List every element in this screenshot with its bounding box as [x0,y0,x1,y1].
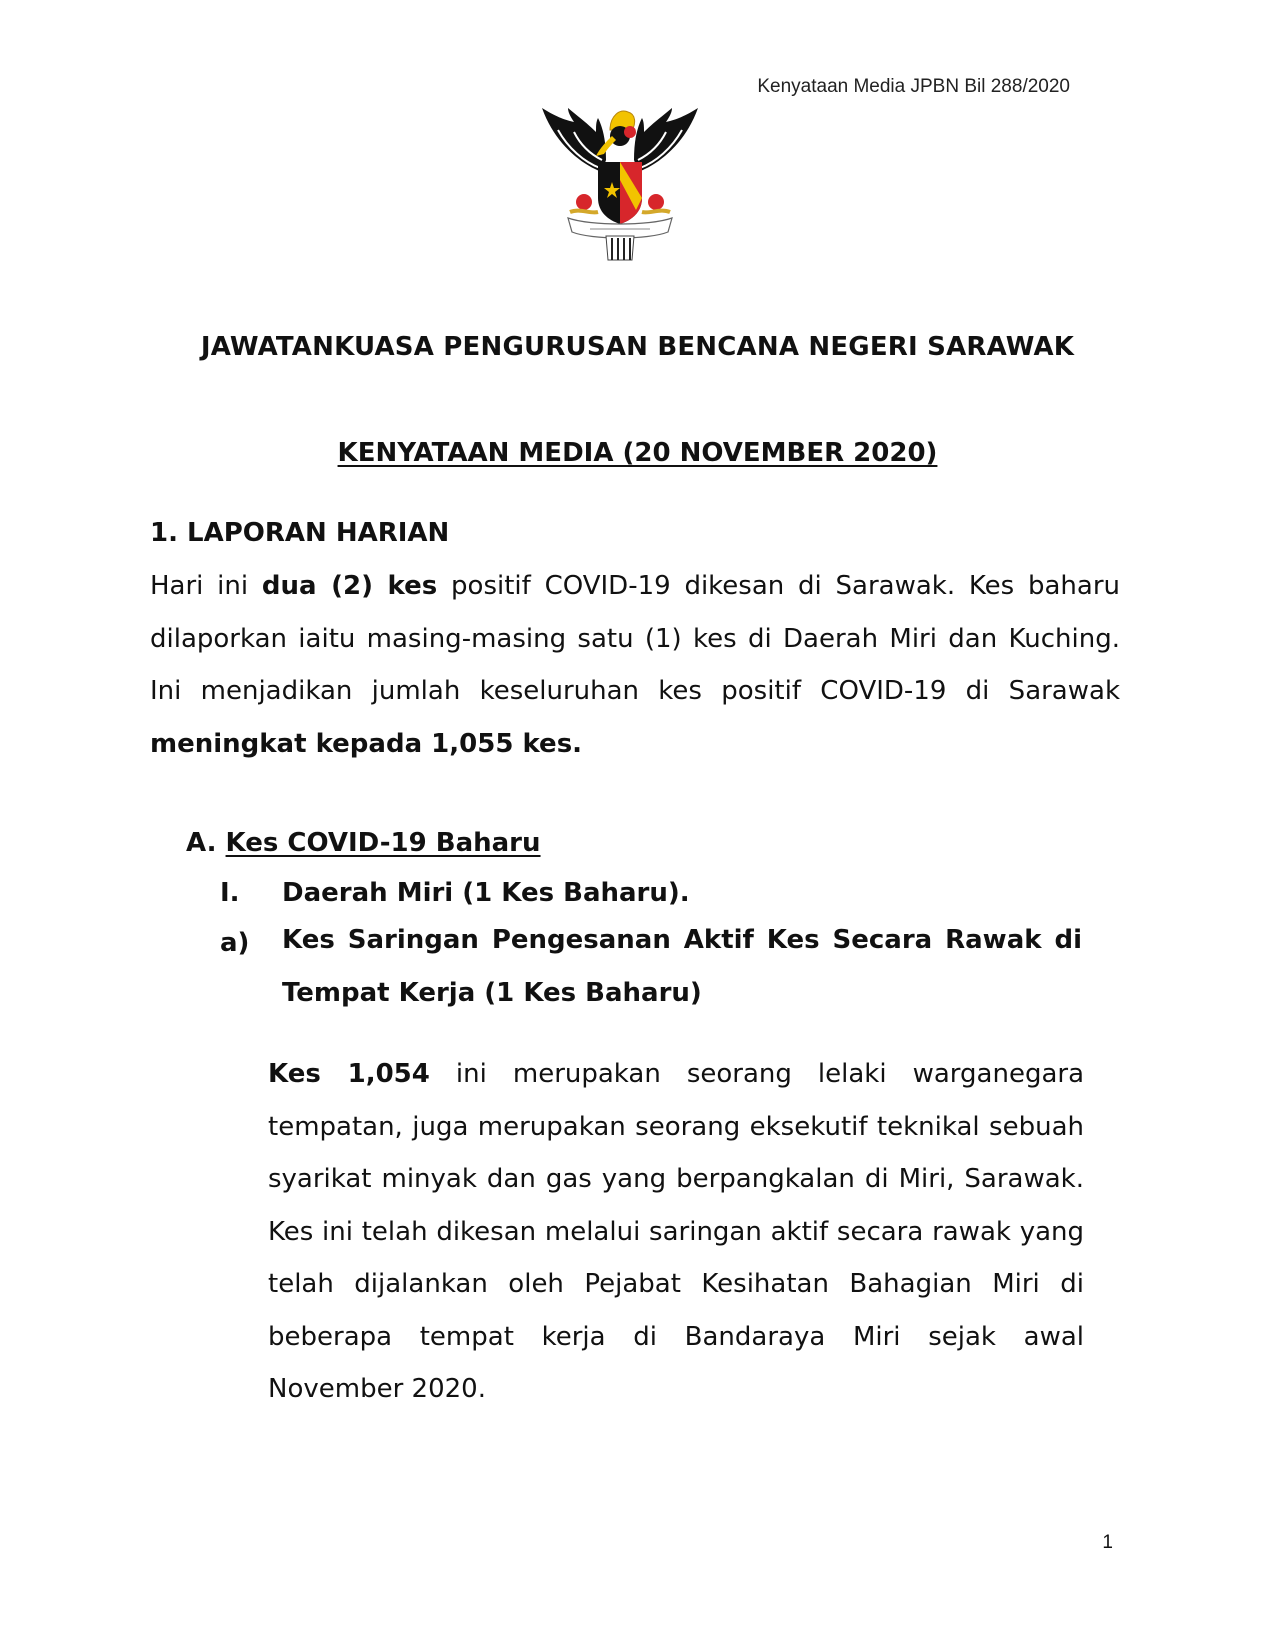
case-id-bold: Kes 1,054 [268,1059,430,1089]
case-detail-paragraph [268,1048,1084,1416]
case-count-bold: dua (2) kes [261,571,438,601]
list-item-text: Kes Saringan Pengesanan Aktif Kes Secara Rawak di Tempat Kerja (1 Kes Baharu) [282,925,1082,1008]
list-item-number: I. [220,878,240,908]
total-cases-bold: meningkat kepada 1,055 kes. [150,728,583,759]
subsection-heading [186,828,541,858]
list-item-number: a) [220,928,250,958]
list-item [0,914,1275,1024]
subsection-title: Kes COVID-19 Baharu [225,828,541,858]
paragraph-text: Hari ini [150,571,262,601]
page-number: 1 [1102,1532,1113,1553]
organization-title: JAWATANKUASA PENGURUSAN BENCANA NEGERI SARAWAK [200,332,1075,362]
subsection-prefix: A. [186,828,226,858]
sarawak-coat-of-arms-icon [540,102,700,264]
statement-title: KENYATAAN MEDIA (20 NOVEMBER 2020) [337,438,938,468]
section-heading: 1. LAPORAN HARIAN [150,518,450,548]
paragraph-text: positif COVID-19 dikesan di Sarawak. Kes baharu dilaporkan iaitu masing-masing satu (1) kes di Daerah Miri dan Kuching. Ini menjadikan jumlah keseluruhan kes positif COVID-19 di Sarawak [150,571,1120,706]
list-item-text: Daerah Miri (1 Kes Baharu). [282,878,690,908]
paragraph-text: ini merupakan seorang lelaki warganegara tempatan, juga merupakan seorang eksekutif teknikal sebuah syarikat minyak dan gas yang berpangkalan di Miri, Sarawak. Kes ini telah dikesan melalui saringan aktif secara rawak yang telah dijalankan oleh Pejabat Kesihatan Bahagian Miri di beberapa tempat kerja di Bandaraya Miri sejak awal November 2020. [268,1059,1085,1404]
document-reference: Kenyataan Media JPBN Bil 288/2020 [757,76,1070,97]
list-item [0,878,1275,918]
daily-report-paragraph [150,560,1120,770]
